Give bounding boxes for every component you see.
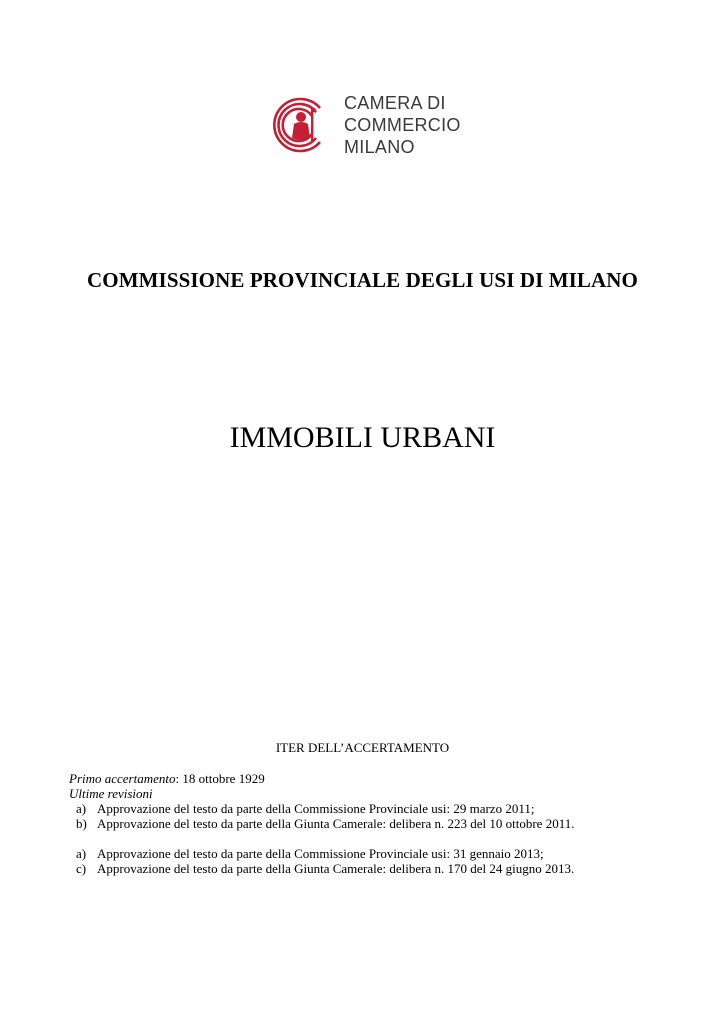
- list-item: [69, 861, 574, 876]
- list-item-text: Approvazione del testo da parte della Giunta Camerale: delibera n. 170 del 24 giugno 2013.: [97, 861, 575, 876]
- primo-accertamento-line: [69, 771, 574, 786]
- primo-accertamento-label: Primo accertamento: [69, 771, 176, 786]
- list-item: [69, 816, 574, 831]
- list-marker: a): [76, 846, 87, 861]
- iter-heading: ITER DELL’ACCERTAMENTO: [275, 740, 450, 755]
- list-item-text: Approvazione del testo da parte della Commissione Provinciale usi: 31 gennaio 2013;: [97, 846, 544, 861]
- list-marker: c): [76, 861, 87, 876]
- ultime-revisioni-label: Ultime revisioni: [69, 786, 153, 801]
- primo-accertamento-value: : 18 ottobre 1929: [175, 771, 265, 786]
- logo-line-1: CAMERA DI: [344, 93, 446, 113]
- logo: [270, 92, 461, 158]
- document-title: IMMOBILI URBANI: [229, 421, 496, 454]
- list-marker: a): [76, 801, 87, 816]
- revision-list-2: [69, 846, 574, 876]
- logo-line-3: MILANO: [344, 137, 415, 157]
- list-item-text: Approvazione del testo da parte della Commissione Provinciale usi: 29 marzo 2011;: [97, 801, 535, 816]
- commission-heading: COMMISSIONE PROVINCIALE DEGLI USI DI MILANO: [87, 268, 638, 292]
- list-item: [69, 846, 574, 861]
- list-marker: b): [76, 816, 87, 831]
- spacer: [69, 831, 574, 846]
- camera-di-commercio-emblem-icon: [270, 94, 332, 156]
- list-item-text: Approvazione del testo da parte della Giunta Camerale: delibera n. 223 del 10 ottobre 2011.: [97, 816, 575, 831]
- list-item: [69, 801, 574, 816]
- logo-line-2: COMMERCIO: [344, 115, 461, 135]
- revision-list-1: [69, 801, 574, 831]
- revision-details: [69, 771, 574, 876]
